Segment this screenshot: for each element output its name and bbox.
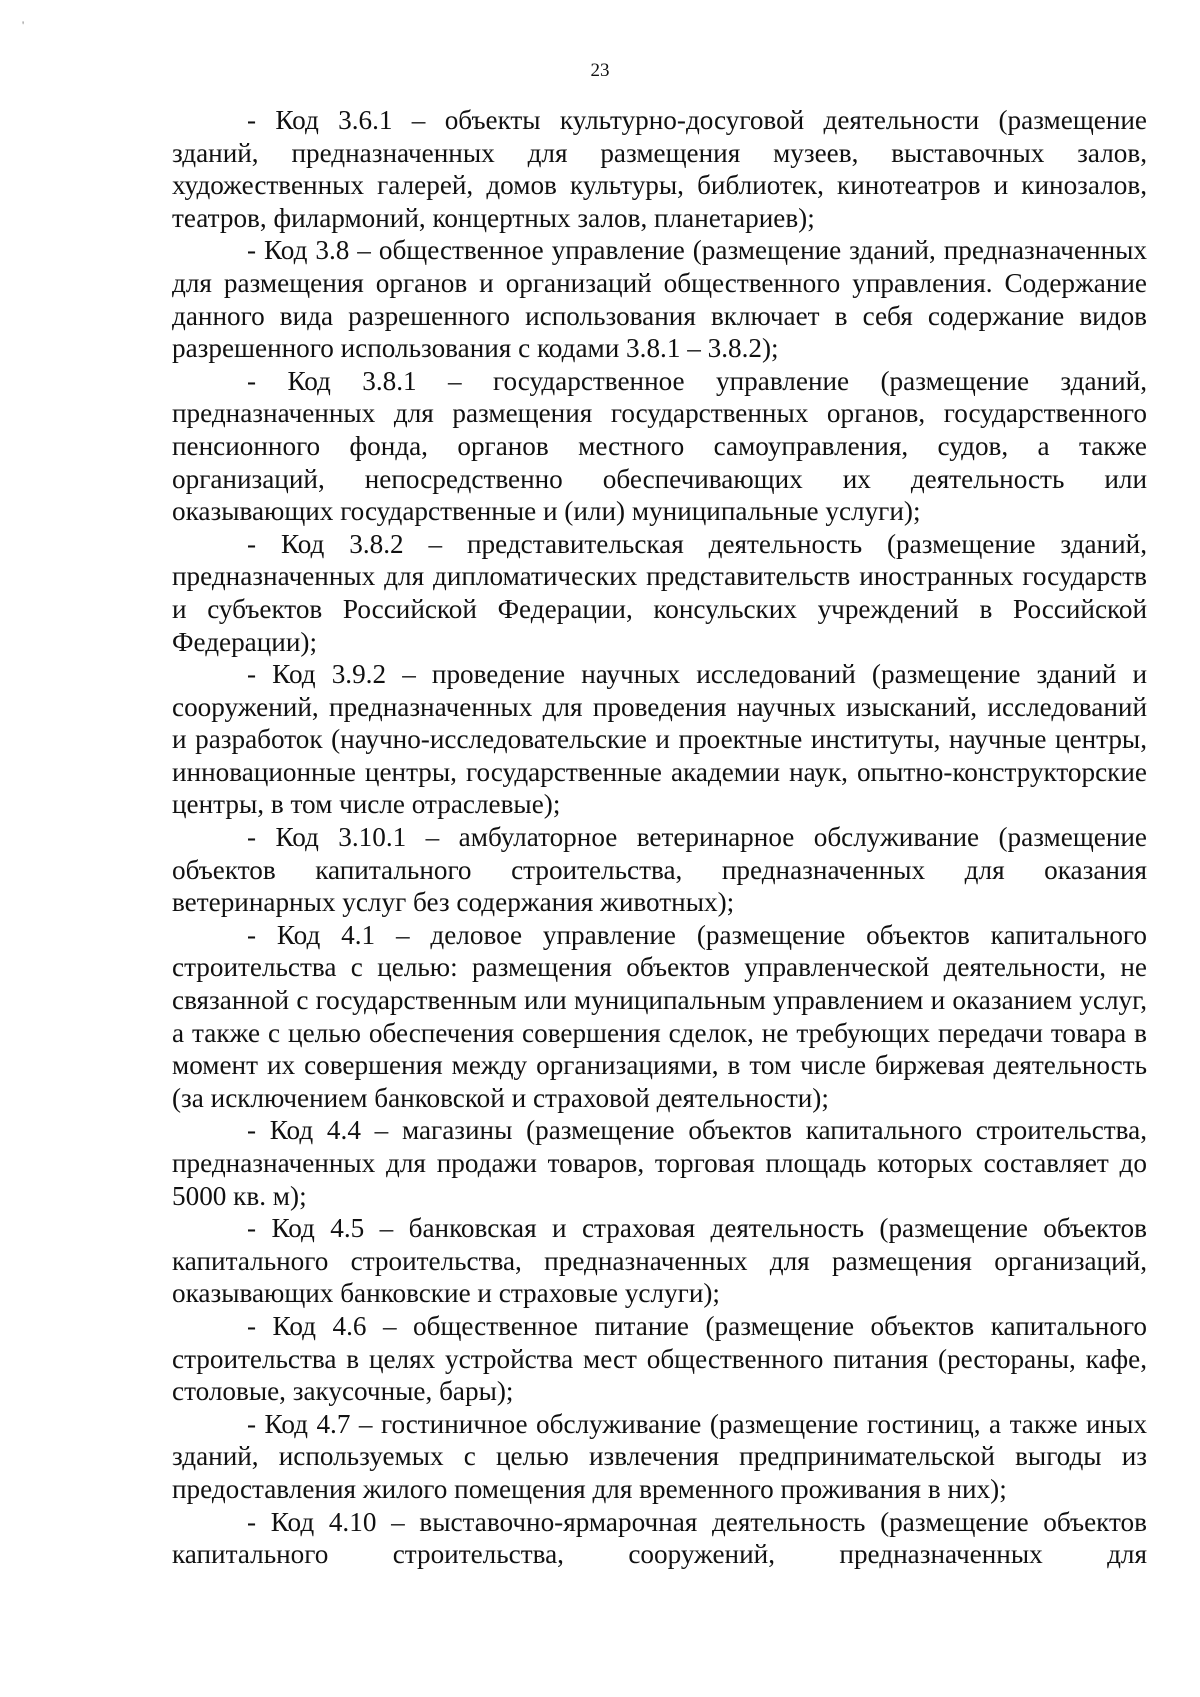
- paragraph-code-3-6-1: - Код 3.6.1 – объекты культурно-досуговой деятельности (размещение зданий, предназначенных для размещения музеев, выставочных залов, художественных галерей, домов культуры, библиотек, кинотеатров и кинозалов, театров, филармоний, концертных залов, планетариев);: [172, 105, 1147, 233]
- paragraph-code-4-5: - Код 4.5 – банковская и страховая деятельность (размещение объектов капитального строительства, предназначенных для размещения организаций, оказывающих банковские и страховые услуги);: [172, 1213, 1147, 1309]
- paragraph-code-4-7: - Код 4.7 – гостиничное обслуживание (размещение гостиниц, а также иных зданий, используемых с целью извлечения предпринимательской выгоды из предоставления жилого помещения для временного проживания в них);: [172, 1408, 1147, 1504]
- margin-mark: ': [22, 18, 25, 32]
- paragraph-code-4-4: - Код 4.4 – магазины (размещение объектов капитального строительства, предназначенных для продажи товаров, торговая площадь которых составляет до 5000 кв. м);: [172, 1115, 1147, 1211]
- document-body: [172, 104, 1147, 1571]
- paragraph-code-3-10-1: - Код 3.10.1 – амбулаторное ветеринарное обслуживание (размещение объектов капитального строительства, предназначенных для оказания ветеринарных услуг без содержания животных);: [172, 822, 1147, 918]
- paragraph-code-3-8-2: - Код 3.8.2 – представительская деятельность (размещение зданий, предназначенных для дипломатических представительств иностранных государств и субъектов Российской Федерации, консульских учреждений в Российской Федерации);: [172, 528, 1147, 657]
- paragraph-code-4-6: - Код 4.6 – общественное питание (размещение объектов капитального строительства в целях устройства мест общественного питания (рестораны, кафе, столовые, закусочные, бары);: [172, 1310, 1147, 1407]
- page-number: 23: [590, 60, 610, 81]
- paragraph-code-3-9-2: - Код 3.9.2 – проведение научных исследований (размещение зданий и сооружений, предназначенных для проведения научных изысканий, исследований и разработок (научно-исследовательские и проектные институты, научные центры, инновационные центры, государственные академии наук, опытно-конструкторские центры, в том числе отраслевые);: [172, 659, 1147, 820]
- paragraph-code-4-10: - Код 4.10 – выставочно-ярмарочная деятельность (размещение объектов капитального строительства, сооружений, предназначенных для: [172, 1506, 1147, 1570]
- paragraph-code-3-8-1: - Код 3.8.1 – государственное управление (размещение зданий, предназначенных для размещения государственных органов, государственного пенсионного фонда, органов местного самоуправления, судов, а также организаций, непосредственно обеспечивающих их деятельность или оказывающих государственные и (или) муниципальные услуги);: [172, 365, 1147, 527]
- paragraph-code-3-8: - Код 3.8 – общественное управление (размещение зданий, предназначенных для размещения органов и организаций общественного управления. Содержание данного вида разрешенного использования включает в себя содержание видов разрешенного использования с кодами 3.8.1 – 3.8.2);: [172, 235, 1147, 364]
- paragraph-code-4-1: - Код 4.1 – деловое управление (размещение объектов капитального строительства с целью: размещения объектов управленческой деятельности, не связанной с государственным или муниципальным управлением и оказанием услуг, а также с целью обеспечения совершения сделок, не требующих передачи товара в момент их совершения между организациями, в том числе биржевая деятельность (за исключением банковской и страховой деятельности);: [172, 919, 1147, 1113]
